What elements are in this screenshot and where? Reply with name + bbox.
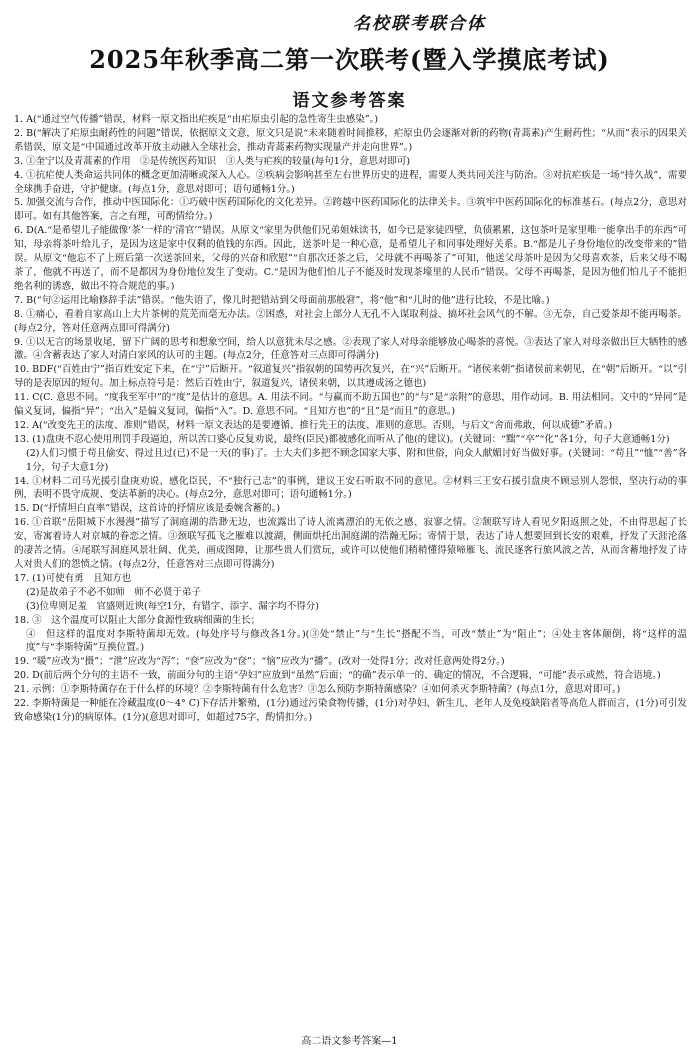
brand-header: 名校联考联合体 <box>353 14 486 34</box>
answer-item: 19. “暖”应改为“摄”；“泄”应改为“泻”；“奁”应改为“奁”；“恼”应改为“播”。(改对一处得1分；改对任意两处得2分。) <box>14 656 505 668</box>
answer-subtitle: 语文参考答案 <box>292 91 407 111</box>
answer-item: 13. (1)盘庚不忍心使用刑罚手段逼迫，所以苦口婆心反复劝说，最终(臣民)都被感化而听从了他(的建议)。(关键词：“黜”“卒”“化”各1分，句子大意通畅1分) <box>14 433 670 445</box>
answer-item: 18. ③ 这个温度可以阻止大部分食源性致病细菌的生长； <box>14 614 261 626</box>
answer-item: ④ 但这样的温度对李斯特菌却无效。(每处序号与修改各1分。)(③处“禁止”与“生长”搭配不当，可改“禁止”为“阻止”；④处主客体颠倒，将“这样的温度”与“李斯特菌”互换位置。) <box>26 628 687 654</box>
answer-item: 2. B(“解决了疟原虫耐药性的问题”错误，依据原文文意，原文只是说“未来随着时间推移，疟原虫仍会逐渐对新的药物(青蒿素)产生耐药性；“从而”表示的因果关系错误，原文是“中国通过改革开放主动融入全球社会，推动青蒿素药物实现量产并走向世界”。) <box>14 127 687 153</box>
answer-item: 7. B(“句②运用比喻修辞手法”错误。“他失语了，像儿时把错站到父母面前那般窘”，将“他”和“儿时的他”进行比较，不是比喻。) <box>14 294 550 306</box>
answer-item: 10. BDF(“百姓由宁”指百姓安定下来，在“宁”后断开。“叙道复兴”指叙朝的国势再次复兴，在“兴”后断开。“诸侯来朝”指诸侯前来朝见，在“朝”后断开。“以”引导的是表原因的短句。加上标点符号是：然后百姓由宁，叙道复兴，诸侯来朝，以其遵成汤之德也) <box>14 364 687 390</box>
answer-item: (2)人们习惯于苟且偷安、得过且过(已)不是一天(的事)了。士大夫们多把不顾念国家大事、附和世俗，向众人献媚讨好当做好事。(关键词：“苟且”“恤”“善”各1分，句子大意1分) <box>26 447 687 473</box>
page-footer: 高二语文参考答案—1 <box>301 1036 398 1047</box>
answer-item: 22. 李斯特菌是一种能在冷藏温度(0～4° C)下存活并繁殖，(1分)通过污染食物传播，(1分)对孕妇、新生儿、老年人及免疫缺陷者等高危人群而言，(1分)可引发致命感染(1分)的病原体。(1分)(意思对即可，如超过75字，酌情扣分。) <box>14 698 687 723</box>
exam-title: 2025年秋季高二第一次联考(暨入学摸底考试) <box>89 45 610 74</box>
answer-item: 11. C(C. 意思不同。“度我至军中”的“度”是估计的意思。A. 用法不同。“与赢而不助五国也”的“与”是“亲附”的意思，用作动词。B. 用法相同。文中的“异同”是偏义复词，偏指“异”；“出入”是偏义复词，偏指“入”。D. 意思不同。“且知方也”的“且”是“而且”的意思。) <box>14 392 687 418</box>
answer-item: 16. ①首联“岳阳城下水漫漫”描写了洞庭湖的浩渺无边，也流露出了诗人流离漂泊的无依之感、寂寥之情。②颔联写诗人看见夕阳返照之处，不由得思起了长安，寄寓着诗人对京城的眷恋之情。③颈联写孤飞之雁难以渡湖，侧面烘托出洞庭湖的浩瀚无际；寄情于景，表达了诗人想要回到长安的艰难，抒发了天涯沦落的凄苦之情。④尾联写洞庭风景壮阔、优美，画成图障，让那些贵人们赏玩，或许可以使他们稍稍懂得猿啼雁飞、流民逐客行旅风波之苦，从而含蓄地抒发了诗人对贵人们的怨愤之情。(每点2分，任意答对三点即可得满分) <box>14 517 687 570</box>
answer-item: 20. D(前后两个分句的主语不一致，前面分句的主语“孕妇”应放到“虽然”后面；“的确”表示单一的、确定的情况，不合逻辑，“可能”表示或然，符合语境。) <box>14 670 661 682</box>
answer-item: 21. 示例：①李斯特菌存在于什么样的环境？②李斯特菌有什么危害？③怎么预防李斯特菌感染？④如何杀灭李斯特菌？(每点1分，意思对即可。) <box>14 684 621 696</box>
answer-item: 8. ①痛心，看着自家高山上大片茶树的荒芜而毫无办法。②困惑，对社会上部分人无孔不入谋取利益、搞坏社会风气的不解。③无奈，自己爱茶却不能再喝茶。(每点2分，答对任意两点即可得满分) <box>14 308 687 334</box>
answer-item: (3)位卑则足羞 官盛则近谀(每空1分，有错字、添字、漏字均不得分) <box>26 600 319 612</box>
answer-item: 12. A(“改变先王的法度、准则”错误，材料一原文表达的是要遵循、推行先王的法度、准则的意思。否则，与后文“舍而弗敢，何以成德”矛盾。) <box>14 419 613 431</box>
answer-item: 6. D(A.“是希望儿子能做像‘茶’一样的‘清官’”错误。从原文“家里为供他们兄弟姐妹读书，如今已是家徒四壁，负债累累，这包茶叶是家里唯一能拿出手的东西”可知，母亲将茶叶给儿子，是因为这是家中仅剩的值钱的东西。因此，送茶叶是一种心意，是希望儿子和同事处理好关系。B.“都是儿子身份地位的改变带来的”错误。从原文“他忘不了上班后第一次送茶回来，父母的兴奋和欣慰”“自那次还茶之后，父母就不再喝茶了”可知，他送父母茶叶是因为父母喜欢茶，后来父母不喝茶了，他就不再送了，而不是都因为身份地位发生了变动。C.“是因为他们怕儿子不能及时发现茶壕里的人民币”错误。父母不再喝茶，是因为他们怕儿子不能拒绝名利的诱惑，做出不符合规范的事。) <box>14 225 687 292</box>
answer-item: 4. ①抗疟使人类命运共同体的概念更加清晰或深入人心。②疾病会影响甚至左右世界历史的进程，需要人类共同关注与防治。③对抗疟疾是一场“持久战”，需要全球携手奋进，守护健康。(每点1分，意思对即可；语句通畅1分。) <box>14 169 687 195</box>
answer-item: 14. ①材料二司马光援引盘庚劝说、感化臣民，不“独行己志”的事例，建议王安石听取不同的意见。②材料三王安石援引盘庚不顾忌别人怨恨，坚决行动的事例，表明不畏守成规、变法革新的决心。(每点2分，意思对即可；语句通畅1分。) <box>14 475 687 501</box>
answer-item: 3. ①奎宁以及青蒿素的作用 ②是传统医药知识 ③人类与疟疾的较量(每句1分，意思对即可) <box>14 155 411 167</box>
answers-body <box>14 113 687 725</box>
answer-item: 9. ①以无言的场景收尾，留下广阔的思考和想象空间，给人以意犹未尽之感。②表现了家人对母亲能够放心喝茶的喜悦。③表达了家人对母亲做出巨大牺牲的感激。④含蓄表达了家人对清白家风的认可的主题。(每点2分，任意答对三点即可得满分) <box>14 336 687 362</box>
answer-item: 17. (1)可使有勇 且知方也 <box>14 572 132 584</box>
answer-item: 15. D(“抒情坦白直率”错误，这首诗的抒情应该是委婉含蓄的。) <box>14 503 281 515</box>
answer-item: 1. A(“通过空气传播”错误，材料一原文指出疟疾是“由疟原虫引起的急性寄生虫感染”。) <box>14 114 379 125</box>
answer-item: (2)是故弟子不必不如师 师不必贤于弟子 <box>26 586 201 598</box>
answer-item: 5. 加强交流与合作，推动中医国际化：①巧破中医药国际化的文化差异。②跨越中医药国际化的法律关卡。③筑牢中医药国际化的标准基石。(每点2分，意思对即可。如有其他答案，言之有理，可酌情给分。) <box>14 197 687 223</box>
